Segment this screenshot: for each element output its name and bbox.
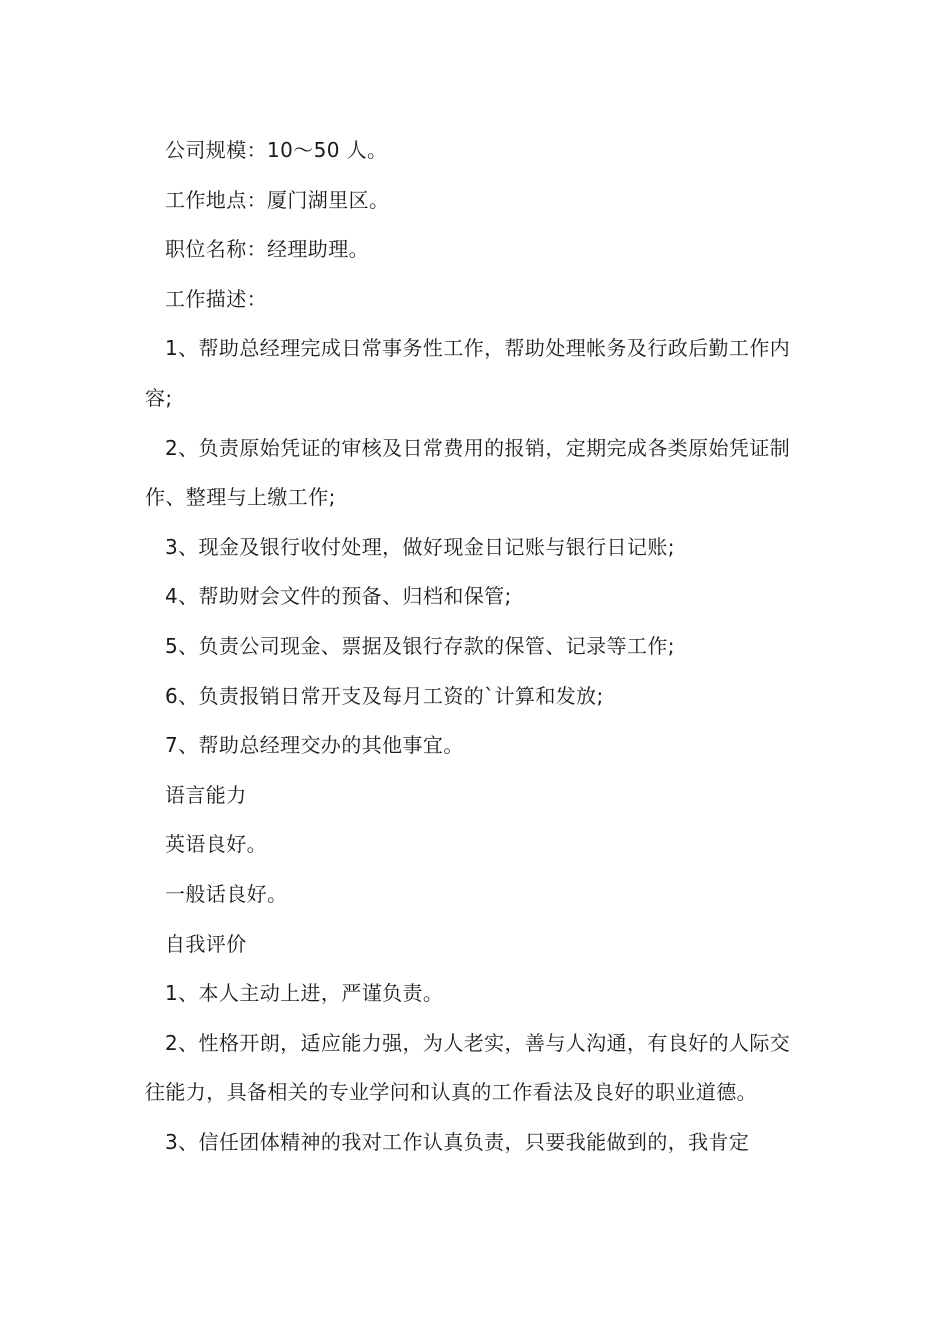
self-evaluation-item-2: 2、性格开朗，适应能力强，为人老实，善与人沟通，有良好的人际交往能力，具备相关的专业学问和认真的工作看法及良好的职业道德。 bbox=[145, 1030, 791, 1105]
self-evaluation-item-1: 1、本人主动上进，严谨负责。 bbox=[165, 981, 444, 1006]
duty-item-1: 1、帮助总经理完成日常事务性工作，帮助处理帐务及行政后勤工作内容; bbox=[145, 336, 791, 410]
company-size-line: 公司规模：10～50 人。 bbox=[165, 138, 388, 162]
duty-item-7: 7、帮助总经理交办的其他事宜。 bbox=[165, 733, 464, 758]
language-english: 英语良好。 bbox=[165, 832, 267, 857]
language-ability-heading: 语言能力 bbox=[165, 782, 247, 807]
job-title-line: 职位名称：经理助理。 bbox=[165, 237, 369, 262]
duty-item-5: 5、负责公司现金、票据及银行存款的保管、记录等工作; bbox=[165, 633, 675, 658]
self-evaluation-item-3: 3、信任团体精神的我对工作认真负责，只要我能做到的，我肯定 bbox=[165, 1129, 750, 1154]
duty-item-3: 3、现金及银行收付处理，做好现金日记账与银行日记账; bbox=[165, 534, 675, 559]
duty-item-6: 6、负责报销日常开支及每月工资的`计算和发放; bbox=[165, 683, 604, 708]
document-body bbox=[145, 126, 810, 1167]
self-evaluation-heading: 自我评价 bbox=[165, 931, 247, 956]
job-description-heading: 工作描述： bbox=[165, 286, 267, 311]
work-location-line: 工作地点：厦门湖里区。 bbox=[165, 187, 390, 212]
duty-item-4: 4、帮助财会文件的预备、归档和保管; bbox=[165, 584, 512, 609]
duty-item-2: 2、负责原始凭证的审核及日常费用的报销，定期完成各类原始凭证制作、整理与上缴工作; bbox=[145, 435, 791, 510]
language-mandarin: 一般话良好。 bbox=[165, 881, 288, 906]
